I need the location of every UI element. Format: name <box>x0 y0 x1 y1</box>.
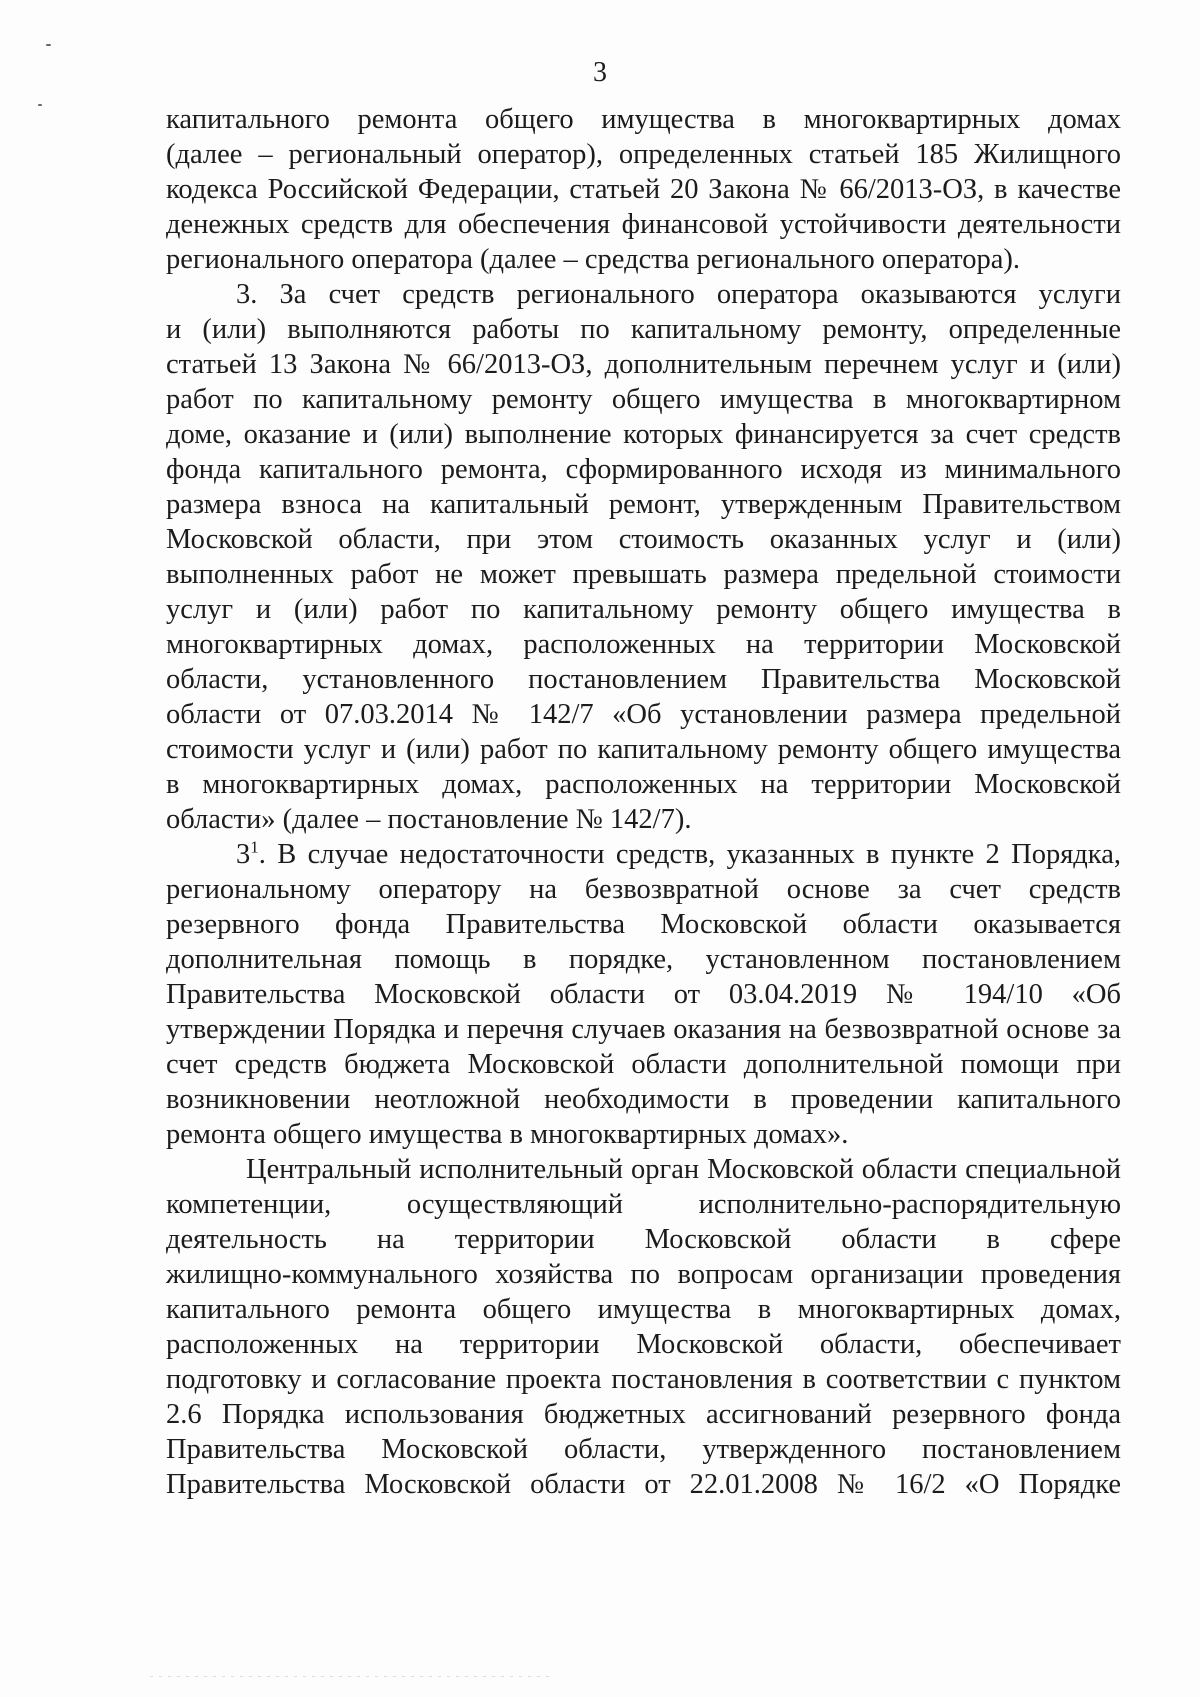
text-line: жилищно-коммунального хозяйства по вопросам организации проведения <box>166 1259 1121 1290</box>
text-line: Центральный исполнительный орган Московской области специальной <box>246 1154 1121 1185</box>
text-line: подготовку и согласование проекта постановления в соответствии с пунктом <box>166 1364 1121 1395</box>
text-line: 2.6 Порядка использования бюджетных ассигнований резервного фонда <box>166 1399 1121 1430</box>
text-line: размера взноса на капитальный ремонт, утвержденным Правительством <box>166 489 1121 520</box>
text-line: Московской области, при этом стоимость оказанных услуг и (или) <box>166 524 1121 555</box>
text-line: региональному оператору на безвозвратной основе за счет средств <box>166 874 1121 905</box>
text-line: выполненных работ не может превышать размера предельной стоимости <box>166 559 1121 590</box>
text-line: области, установленного постановлением Правительства Московской <box>166 664 1121 695</box>
scan-artifact <box>150 1676 550 1677</box>
page-number: 3 <box>593 57 607 88</box>
scan-artifact <box>46 44 51 46</box>
text-line: в многоквартирных домах, расположенных на территории Московской <box>166 769 1121 800</box>
text-line: регионального оператора (далее – средства регионального оператора). <box>166 244 1021 275</box>
text-line: резервного фонда Правительства Московской области оказывается <box>166 909 1121 940</box>
scan-artifact <box>38 104 42 106</box>
text-line: 3. За счет средств регионального оператора оказываются услуги <box>236 279 1121 310</box>
document-body <box>166 102 1121 1502</box>
text-line: области от 07.03.2014 № 142/7 «Об установлении размера предельной <box>166 699 1121 730</box>
text-line: стоимости услуг и (или) работ по капитальному ремонту общего имущества <box>166 734 1121 765</box>
text-line: денежных средств для обеспечения финансовой устойчивости деятельности <box>166 209 1121 240</box>
text-line: счет средств бюджета Московской области дополнительной помощи при <box>166 1049 1121 1080</box>
text-line: многоквартирных домах, расположенных на территории Московской <box>166 629 1121 660</box>
text-line: области» (далее – постановление № 142/7). <box>166 804 692 835</box>
text-line: услуг и (или) работ по капитальному ремонту общего имущества в <box>166 594 1121 625</box>
text-line: утверждении Порядка и перечня случаев оказания на безвозвратной основе за <box>166 1014 1121 1045</box>
text-line: кодекса Российской Федерации, статьей 20 Закона № 66/2013-ОЗ, в качестве <box>166 174 1121 205</box>
text-line: дополнительная помощь в порядке, установленном постановлением <box>166 944 1121 975</box>
text-line: Правительства Московской области от 22.01.2008 № 16/2 «О Порядке <box>166 1469 1121 1500</box>
text-line: доме, оказание и (или) выполнение которых финансируется за счет средств <box>166 419 1121 450</box>
text-line: работ по капитальному ремонту общего имущества в многоквартирном <box>166 384 1121 415</box>
text-line: (далее – региональный оператор), определенных статьей 185 Жилищного <box>166 139 1121 170</box>
text-line: расположенных на территории Московской области, обеспечивает <box>166 1329 1121 1360</box>
text-line: деятельность на территории Московской области в сфере <box>166 1224 1121 1255</box>
text-line: Правительства Московской области, утвержденного постановлением <box>166 1434 1121 1465</box>
text-line: фонда капитального ремонта, сформированного исходя из минимального <box>166 454 1121 485</box>
text-line: компетенции, осуществляющий исполнительно-распорядительную <box>166 1189 1121 1220</box>
text-line: Правительства Московской области от 03.04.2019 № 194/10 «Об <box>166 979 1121 1010</box>
text-line: статьей 13 Закона № 66/2013-ОЗ, дополнительным перечнем услуг и (или) <box>166 349 1121 380</box>
text-line: и (или) выполняются работы по капитальному ремонту, определенные <box>166 314 1121 345</box>
text-line: капитального ремонта общего имущества в многоквартирных домах, <box>166 1294 1121 1325</box>
text-line: возникновении неотложной необходимости в проведении капитального <box>166 1084 1121 1115</box>
text-line: капитального ремонта общего имущества в многоквартирных домах <box>166 104 1121 135</box>
text-line: $3^1$. В случае недостаточности средств, указанных в пункте 2 Порядка, <box>236 837 1121 870</box>
text-line: ремонта общего имущества в многоквартирных домах». <box>166 1119 849 1150</box>
